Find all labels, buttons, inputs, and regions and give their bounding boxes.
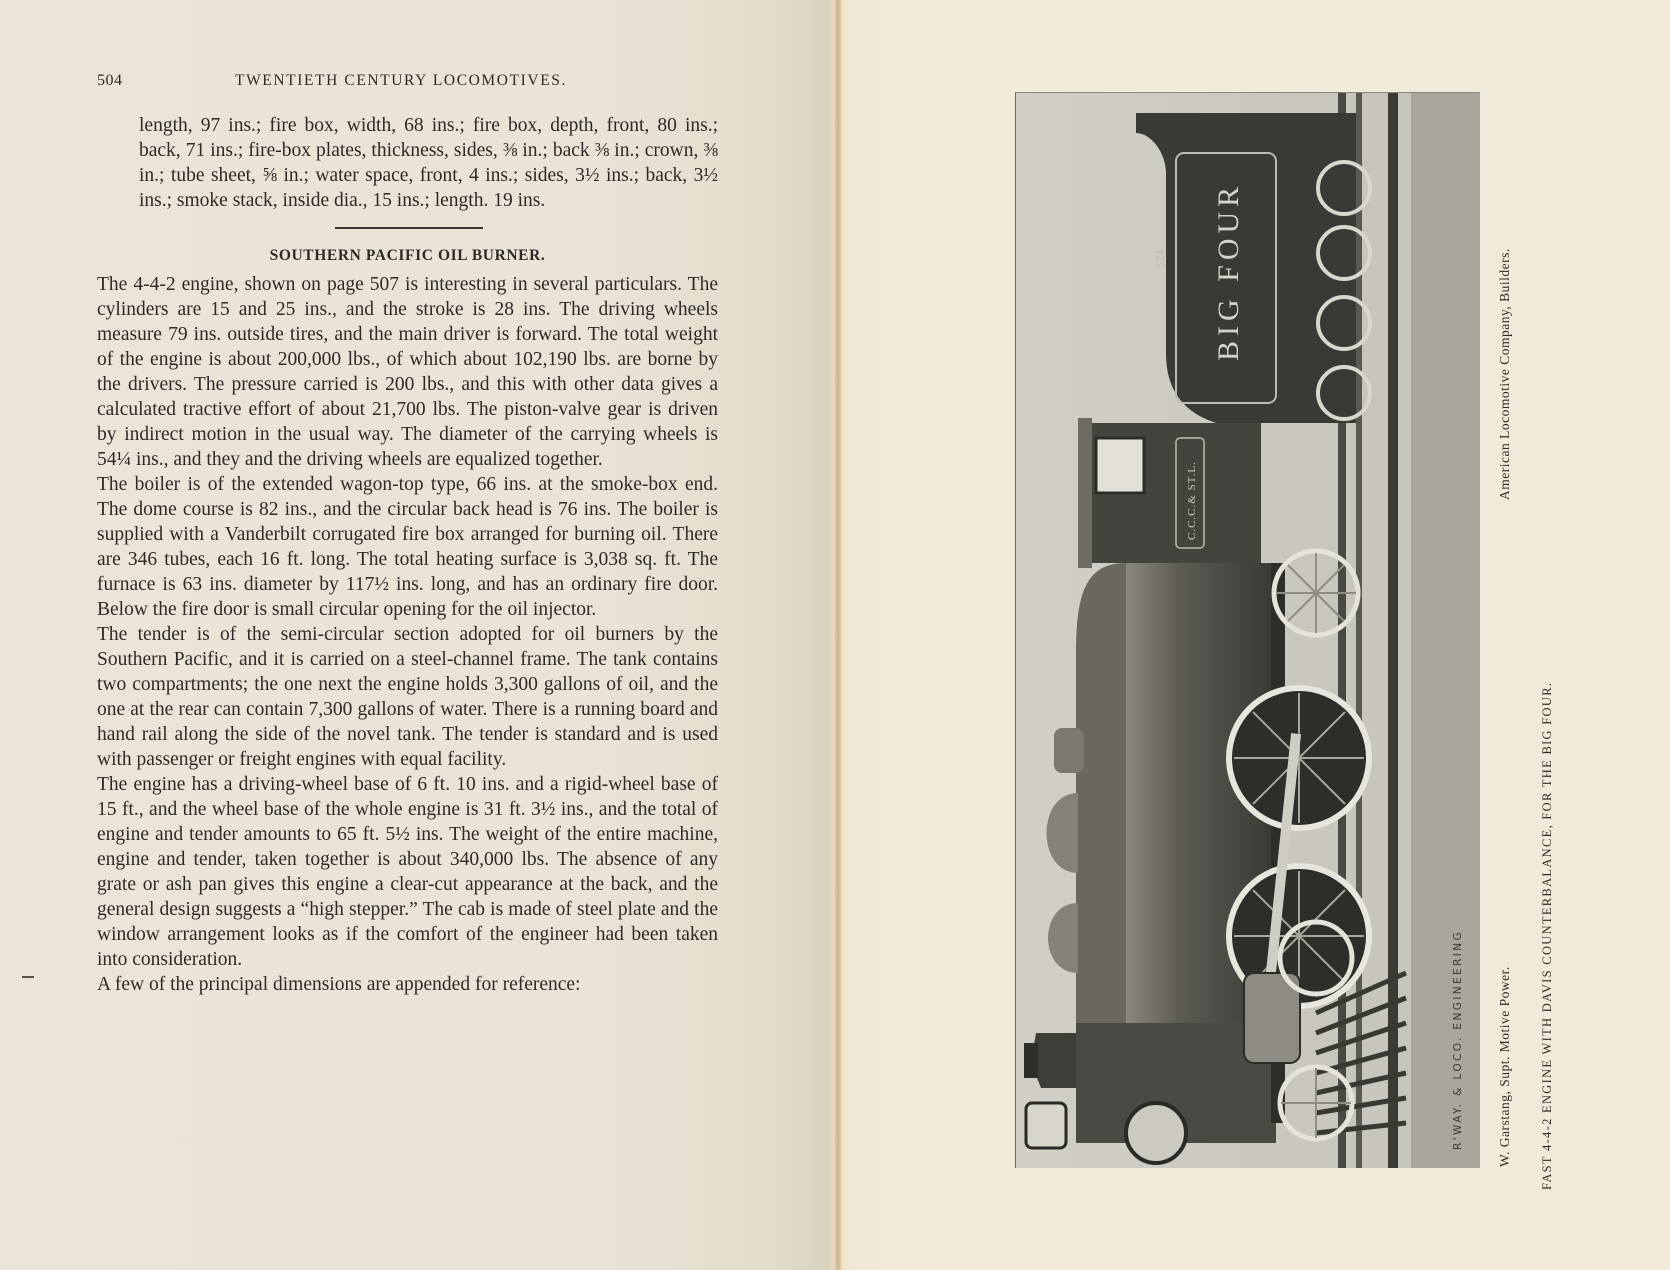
locomotive-photograph xyxy=(1015,92,1480,1168)
paragraph: The tender is of the semi-circular section adopted for oil burners by the Southern Pacific, and it is carried on a steel-channel frame. The tank contains two compartments; the one next the engine holds 3,300 gallons of oil, and the one at the rear can contain 7,300 gallons of water. There is a running board and hand rail along the side of the novel tank. The tender is standard and is used with passenger or freight engines with equal facility. xyxy=(97,623,718,770)
paragraph: A few of the principal dimensions are appended for reference: xyxy=(97,973,581,995)
paragraph: The engine has a driving-wheel base of 6 ft. 10 ins. and a rigid-wheel base of 15 ft., and the wheel base of the whole engine is 31 ft. 3½ ins., and the total of engine and tender amounts to 65 ft. 5½ ins. The weight of the entire machine, engine and tender, taken together is about 340,000 lbs. The absence of any grate or ash pan gives this engine a clear-cut appearance at the back, and the general design suggests a “high stepper.” The cab is made of steel plate and the window arrangement looks as if the comfort of the engineer had been taken into consideration. xyxy=(97,773,718,970)
running-title: TWENTIETH CENTURY LOCOMOTIVES. xyxy=(235,72,567,89)
caption-supt: W. Garstang, Supt. Motive Power. xyxy=(1497,966,1512,1167)
tender-lettering: BIG FOUR xyxy=(1212,181,1245,361)
photo-watermark: R'WAY. & LOCO. ENGINEERING xyxy=(1452,929,1464,1150)
section-rule xyxy=(335,227,483,229)
continued-paragraph: length, 97 ins.; fire box, width, 68 ins.; fire box, depth, front, 80 ins.; back, 71 ins.; fire-box plates, thickness, sides, ⅜ in.; back ⅜ in.; crown, ⅜ in.; tube sheet, ⅝ in.; water space, front, 4 ins.; sides, 3½ ins.; back, 3½ ins.; smoke stack, inside dia., 15 ins.; length. 19 ins. xyxy=(139,115,718,211)
running-head xyxy=(97,70,718,96)
paragraph: The 4-4-2 engine, shown on page 507 is interesting in several particulars. The cylinders are 15 and 25 ins., and the stroke is 28 ins. The driving wheels measure 79 ins. outside tires, and the main driver is forward. The total weight of the engine is about 200,000 lbs., of which about 102,190 lbs. are borne by the drivers. The pressure carried is 200 lbs., and this with other data gives a calculated tractive effort of about 21,700 lbs. The piston-valve gear is driven by indirect motion in the usual way. The diameter of the carrying wheels is 54¼ ins., and they and the driving wheels are equalized together. xyxy=(97,273,718,470)
section-heading: SOUTHERN PACIFIC OIL BURNER. xyxy=(269,246,546,264)
body-text xyxy=(97,113,718,997)
tender-number: 524 xyxy=(1153,250,1167,268)
plate-title: FAST 4-4-2 ENGINE WITH DAVIS COUNTERBALANCE, FOR THE BIG FOUR. xyxy=(1540,681,1554,1190)
locomotive-illustration xyxy=(1016,93,1480,1168)
margin-mark xyxy=(22,976,34,978)
paragraph: The boiler is of the extended wagon-top type, 66 ins. at the smoke-box end. The dome course is 82 ins., and the circular back head is 76 ins. The boiler is supplied with a Vanderbilt corrugated fire box arranged for burning oil. There are 346 tubes, each 16 ft. long. The total heating surface is 3,038 sq. ft. The furnace is 63 ins. diameter by 117½ ins. long, and has an ordinary fire door. Below the fire door is small circular opening for the oil injector. xyxy=(97,473,718,620)
caption-builder: American Locomotive Company, Builders. xyxy=(1497,248,1512,500)
page-number: 504 xyxy=(97,72,123,89)
cab-lettering: C.C.C.& ST.L. xyxy=(1186,461,1198,540)
book-gutter xyxy=(826,0,848,1270)
